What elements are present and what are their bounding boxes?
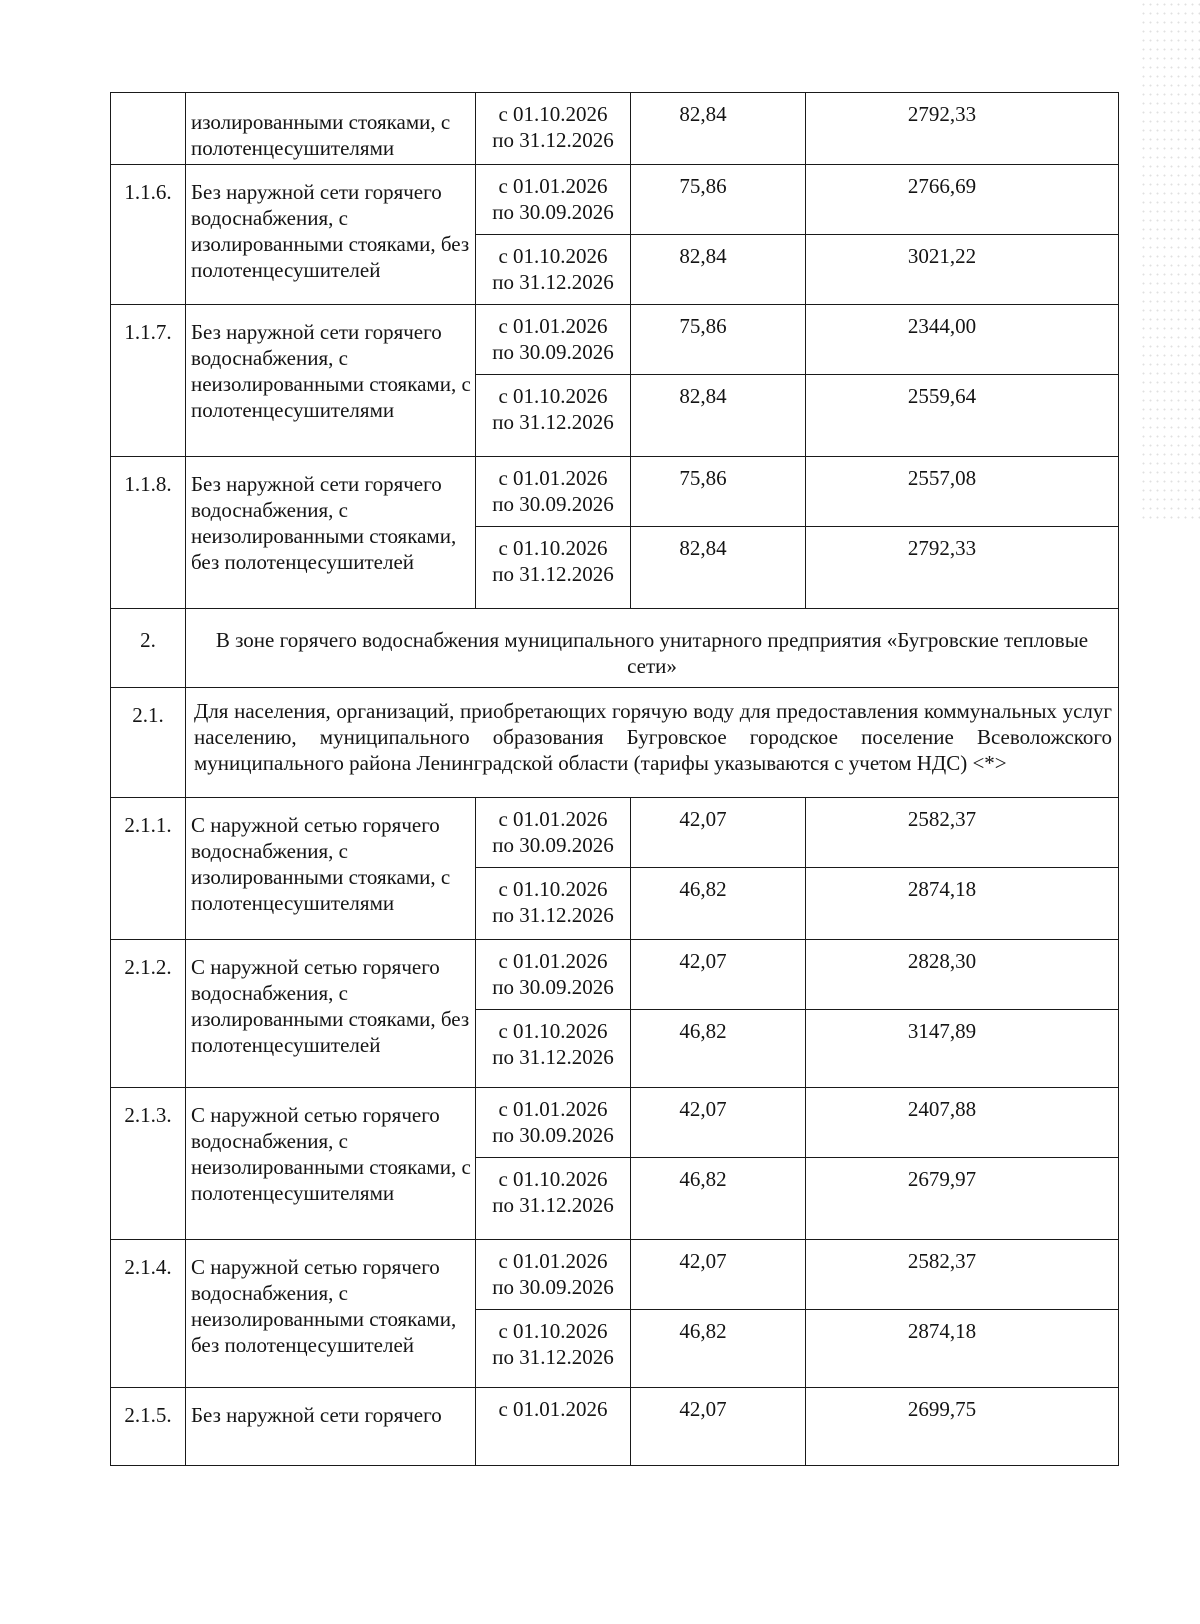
rate-cell: 82,84 [631, 235, 806, 305]
tariff-cell: 2582,37 [806, 798, 1119, 868]
rate-cell: 46,82 [631, 1158, 806, 1240]
tariff-cell: 3147,89 [806, 1010, 1119, 1088]
period-cell: с 01.10.2026 по 31.12.2026 [476, 93, 631, 165]
row-description: Без наружной сети горячего водоснабжения, с изолированными стояками, без полотенцесушителей [186, 165, 476, 305]
period-cell: с 01.10.2026 по 31.12.2026 [476, 1010, 631, 1088]
period-cell: с 01.10.2026 по 31.12.2026 [476, 1158, 631, 1240]
row-description: Без наружной сети горячего [186, 1388, 476, 1466]
table-row [111, 305, 1119, 375]
period-cell: с 01.01.2026 по 30.09.2026 [476, 165, 631, 235]
table-row [111, 165, 1119, 235]
row-number: 2.1.4. [111, 1240, 186, 1388]
tariff-cell: 3021,22 [806, 235, 1119, 305]
tariff-cell: 2792,33 [806, 93, 1119, 165]
row-description: С наружной сетью горячего водоснабжения, с неизолированными стояками, с полотенцесушителями [186, 1088, 476, 1240]
row-number: 1.1.6. [111, 165, 186, 305]
tariff-cell: 2828,30 [806, 940, 1119, 1010]
table-row [111, 1240, 1119, 1310]
tariff-cell: 2699,75 [806, 1388, 1119, 1466]
period-cell: с 01.10.2026 по 31.12.2026 [476, 527, 631, 609]
row-description: С наружной сетью горячего водоснабжения, с неизолированными стояками, без полотенцесушителей [186, 1240, 476, 1388]
scan-noise [1140, 0, 1200, 520]
tariff-cell: 2559,64 [806, 375, 1119, 457]
table-row [111, 1388, 1119, 1466]
rate-cell: 46,82 [631, 1310, 806, 1388]
rate-cell: 42,07 [631, 1240, 806, 1310]
period-cell: с 01.01.2026 по 30.09.2026 [476, 457, 631, 527]
row-description: Без наружной сети горячего водоснабжения, с неизолированными стояками, без полотенцесушителей [186, 457, 476, 609]
section-row [111, 688, 1119, 798]
tariff-cell: 2557,08 [806, 457, 1119, 527]
row-number: 1.1.7. [111, 305, 186, 457]
rate-cell: 82,84 [631, 93, 806, 165]
row-description: Без наружной сети горячего водоснабжения, с неизолированными стояками, с полотенцесушителями [186, 305, 476, 457]
period-cell: с 01.01.2026 по 30.09.2026 [476, 1088, 631, 1158]
rate-cell: 46,82 [631, 1010, 806, 1088]
row-number: 2.1.5. [111, 1388, 186, 1466]
period-cell: с 01.01.2026 [476, 1388, 631, 1466]
tariff-cell: 2679,97 [806, 1158, 1119, 1240]
tariff-cell: 2874,18 [806, 868, 1119, 940]
tariff-cell: 2582,37 [806, 1240, 1119, 1310]
table-row [111, 1088, 1119, 1158]
row-description: С наружной сетью горячего водоснабжения, с изолированными стояками, с полотенцесушителями [186, 798, 476, 940]
rate-cell: 82,84 [631, 375, 806, 457]
row-number: 2.1.3. [111, 1088, 186, 1240]
period-cell: с 01.01.2026 по 30.09.2026 [476, 305, 631, 375]
tariff-table [110, 92, 1119, 1466]
period-cell: с 01.10.2026 по 31.12.2026 [476, 1310, 631, 1388]
section-description: Для населения, организаций, приобретающих горячую воду для предоставления коммунальных услуг населению, муниципального образования Бугровское городское поселение Всеволожского муниципального района Ленинградской области (тарифы указываются с учетом НДС) <*> [186, 688, 1119, 798]
rate-cell: 42,07 [631, 1088, 806, 1158]
section-title: В зоне горячего водоснабжения муниципального унитарного предприятия «Бугровские тепловые сети» [186, 609, 1119, 688]
table-row [111, 798, 1119, 868]
row-description: С наружной сетью горячего водоснабжения, с изолированными стояками, без полотенцесушителей [186, 940, 476, 1088]
row-number: 2.1.2. [111, 940, 186, 1088]
period-cell: с 01.10.2026 по 31.12.2026 [476, 375, 631, 457]
table-row [111, 93, 1119, 165]
rate-cell: 42,07 [631, 1388, 806, 1466]
rate-cell: 82,84 [631, 527, 806, 609]
rate-cell: 75,86 [631, 457, 806, 527]
table-row [111, 457, 1119, 527]
row-description: изолированными стояками, с полотенцесушителями [186, 93, 476, 165]
tariff-cell: 2407,88 [806, 1088, 1119, 1158]
tariff-cell: 2766,69 [806, 165, 1119, 235]
rate-cell: 46,82 [631, 868, 806, 940]
row-number: 2.1.1. [111, 798, 186, 940]
period-cell: с 01.01.2026 по 30.09.2026 [476, 798, 631, 868]
period-cell: с 01.01.2026 по 30.09.2026 [476, 1240, 631, 1310]
section-row [111, 609, 1119, 688]
rate-cell: 42,07 [631, 798, 806, 868]
table-row [111, 940, 1119, 1010]
row-number [111, 93, 186, 165]
row-number: 1.1.8. [111, 457, 186, 609]
period-cell: с 01.10.2026 по 31.12.2026 [476, 235, 631, 305]
rate-cell: 75,86 [631, 165, 806, 235]
rate-cell: 75,86 [631, 305, 806, 375]
period-cell: с 01.01.2026 по 30.09.2026 [476, 940, 631, 1010]
tariff-cell: 2344,00 [806, 305, 1119, 375]
section-number: 2. [111, 609, 186, 688]
tariff-cell: 2874,18 [806, 1310, 1119, 1388]
section-number: 2.1. [111, 688, 186, 798]
rate-cell: 42,07 [631, 940, 806, 1010]
tariff-cell: 2792,33 [806, 527, 1119, 609]
period-cell: с 01.10.2026 по 31.12.2026 [476, 868, 631, 940]
